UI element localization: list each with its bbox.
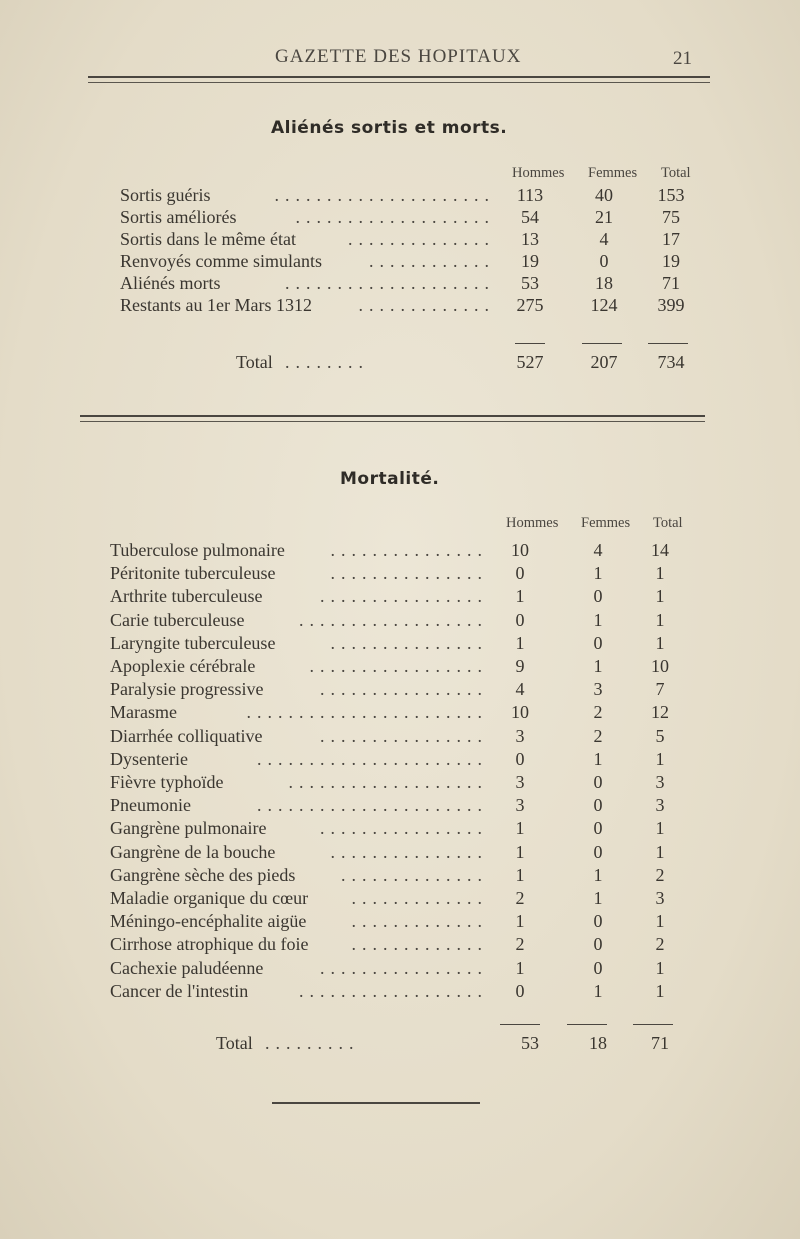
leader-dots: .................. [299, 609, 488, 630]
row-hommes: 2 [515, 888, 525, 908]
header-rule-thin [88, 82, 710, 83]
row-femmes: 0 [593, 911, 603, 932]
row-hommes: 10 [511, 702, 529, 723]
row-label: Maladie organique du cœur [110, 888, 309, 908]
row-femmes: 4 [599, 229, 609, 249]
row-total: 1 [655, 841, 665, 862]
leader-dots: ............... [330, 841, 488, 862]
row-total: 14 [651, 540, 669, 560]
mortalite-col-hommes: Hommes [506, 515, 559, 531]
row-label: Aliénés morts [120, 273, 221, 293]
leader-dots: ...................... [257, 795, 488, 816]
end-rule [272, 1102, 480, 1104]
row-hommes: 0 [515, 748, 525, 769]
leader-dots: ............... [330, 563, 488, 584]
alienes-row [0, 229, 800, 251]
row-total: 1 [655, 609, 665, 630]
mortalite-row [0, 749, 800, 771]
row-hommes: 0 [515, 980, 525, 1001]
leader-dots: ................ [320, 957, 488, 978]
row-hommes: 3 [515, 795, 525, 816]
row-hommes: 2 [515, 934, 525, 955]
mortalite-row [0, 610, 800, 632]
mortalite-row [0, 865, 800, 887]
mortalite-row [0, 772, 800, 794]
row-femmes: 1 [593, 609, 603, 630]
alienes-row [0, 273, 800, 295]
row-label: Sortis guéris [120, 185, 211, 205]
row-femmes: 0 [593, 841, 603, 862]
alienes-row [0, 207, 800, 229]
alienes-col-total: Total [661, 165, 691, 181]
leader-dots: ................ [320, 725, 488, 746]
leader-dots: ............... [330, 540, 488, 560]
row-label: Laryngite tuberculeuse [110, 632, 276, 653]
row-label: Paralysie progressive [110, 679, 264, 700]
row-total: 153 [657, 185, 685, 205]
row-hommes: 0 [515, 609, 525, 630]
row-femmes: 1 [593, 864, 603, 885]
row-label: Gangrène sèche des pieds [110, 864, 296, 885]
mortalite-sum-line [500, 1024, 540, 1025]
mortalite-row [0, 795, 800, 817]
leader-dots: ..................... [274, 185, 495, 205]
row-label: Fièvre typhoïde [110, 772, 224, 792]
row-label: Dysenterie [110, 748, 188, 769]
leader-dots: ............ [369, 251, 495, 271]
leader-dots: .............. [348, 229, 495, 249]
total-label: Total [216, 1033, 253, 1053]
row-hommes: 1 [515, 957, 525, 978]
mortalite-row [0, 888, 800, 910]
leader-dots: ................ [320, 586, 488, 607]
mortalite-row [0, 818, 800, 840]
mortalite-row [0, 934, 800, 956]
row-femmes: 1 [593, 888, 603, 908]
total-total: 71 [651, 1033, 669, 1053]
row-label: Sortis améliorés [120, 207, 237, 227]
alienes-total-row [0, 352, 800, 374]
row-total: 10 [651, 656, 669, 676]
leader-dots: .................. [299, 980, 488, 1001]
leader-dots: .................... [285, 273, 495, 293]
mortalite-row [0, 726, 800, 748]
row-femmes: 0 [593, 934, 603, 955]
row-label: Péritonite tuberculeuse [110, 563, 276, 584]
row-total: 1 [655, 957, 665, 978]
row-hommes: 10 [511, 540, 529, 560]
row-label: Marasme [110, 702, 177, 723]
mortalite-row [0, 911, 800, 933]
row-hommes: 53 [521, 273, 539, 293]
row-label: Carie tuberculeuse [110, 609, 245, 630]
row-femmes: 0 [593, 586, 603, 607]
alienes-row [0, 295, 800, 317]
leader-dots: .............. [341, 864, 488, 885]
row-total: 12 [651, 702, 669, 723]
leader-dots: ............. [351, 934, 488, 955]
row-femmes: 3 [593, 679, 603, 700]
row-label: Restants au 1er Mars 1312 [120, 295, 312, 315]
row-hommes: 1 [515, 586, 525, 607]
row-total: 19 [662, 251, 680, 271]
row-femmes: 21 [595, 207, 613, 227]
row-label: Méningo-encéphalite aigüe [110, 911, 307, 932]
mortalite-row [0, 586, 800, 608]
mortalite-sum-line [567, 1024, 607, 1025]
leader-dots: ...................... [257, 748, 488, 769]
leader-dots: ................ [320, 818, 488, 839]
mortalite-row [0, 702, 800, 724]
row-hommes: 0 [515, 563, 525, 584]
row-total: 1 [655, 980, 665, 1001]
row-total: 3 [655, 795, 665, 816]
alienes-section-title: Aliénés sortis et morts. [271, 118, 508, 138]
row-femmes: 0 [599, 251, 609, 271]
row-hommes: 1 [515, 864, 525, 885]
total-hommes: 53 [521, 1033, 539, 1053]
total-label: Total [236, 352, 273, 372]
leader-dots: ......... [265, 1033, 360, 1053]
leader-dots: ........ [285, 352, 369, 372]
row-total: 3 [655, 888, 665, 908]
alienes-sum-line [648, 343, 688, 344]
row-label: Diarrhée colliquative [110, 725, 263, 746]
alienes-col-hommes: Hommes [512, 165, 565, 181]
row-total: 7 [655, 679, 665, 700]
row-hommes: 13 [521, 229, 539, 249]
leader-dots: ............. [358, 295, 495, 315]
row-femmes: 2 [593, 725, 603, 746]
row-total: 3 [655, 772, 665, 792]
row-label: Cachexie paludéenne [110, 957, 264, 978]
mortalite-row [0, 540, 800, 562]
row-femmes: 18 [595, 273, 613, 293]
mortalite-row [0, 633, 800, 655]
row-femmes: 1 [593, 563, 603, 584]
mortalite-row [0, 563, 800, 585]
row-femmes: 0 [593, 632, 603, 653]
row-hommes: 19 [521, 251, 539, 271]
section-divider-thin [80, 421, 705, 422]
row-total: 399 [657, 295, 685, 315]
row-total: 1 [655, 818, 665, 839]
row-hommes: 1 [515, 911, 525, 932]
row-femmes: 0 [593, 818, 603, 839]
leader-dots: ....................... [246, 702, 488, 723]
row-label: Renvoyés comme simulants [120, 251, 322, 271]
leader-dots: ................... [295, 207, 495, 227]
row-femmes: 40 [595, 185, 613, 205]
row-femmes: 0 [593, 957, 603, 978]
row-total: 1 [655, 632, 665, 653]
row-femmes: 2 [593, 702, 603, 723]
row-label: Pneumonie [110, 795, 191, 816]
row-femmes: 1 [593, 656, 603, 676]
row-total: 1 [655, 748, 665, 769]
row-total: 1 [655, 563, 665, 584]
row-total: 71 [662, 273, 680, 293]
alienes-row [0, 251, 800, 273]
row-femmes: 124 [590, 295, 618, 315]
row-hommes: 54 [521, 207, 539, 227]
row-femmes: 0 [593, 772, 603, 792]
leader-dots: ................. [309, 656, 488, 676]
row-hommes: 4 [515, 679, 525, 700]
page-header [0, 46, 800, 70]
mortalite-row [0, 679, 800, 701]
row-hommes: 1 [515, 841, 525, 862]
row-hommes: 1 [515, 632, 525, 653]
page-number: 21 [673, 48, 692, 69]
leader-dots: ............. [351, 911, 488, 932]
mortalite-row [0, 656, 800, 678]
row-label: Arthrite tuberculeuse [110, 586, 263, 607]
row-femmes: 0 [593, 795, 603, 816]
alienes-sum-line [582, 343, 622, 344]
row-femmes: 1 [593, 748, 603, 769]
leader-dots: ................ [320, 679, 488, 700]
leader-dots: ................... [288, 772, 488, 792]
total-hommes: 527 [516, 352, 544, 372]
mortalite-row [0, 958, 800, 980]
row-label: Gangrène de la bouche [110, 841, 276, 862]
row-hommes: 3 [515, 725, 525, 746]
row-total: 5 [655, 725, 665, 746]
row-hommes: 3 [515, 772, 525, 792]
row-label: Cirrhose atrophique du foie [110, 934, 309, 955]
header-rule [88, 76, 710, 78]
mortalite-col-femmes: Femmes [581, 515, 631, 531]
leader-dots: ............... [330, 632, 488, 653]
row-total: 75 [662, 207, 680, 227]
mortalite-section-title: Mortalité. [340, 469, 440, 489]
row-label: Apoplexie cérébrale [110, 656, 256, 676]
total-total: 734 [657, 352, 685, 372]
total-femmes: 18 [589, 1033, 607, 1053]
row-label: Tuberculose pulmonaire [110, 540, 285, 560]
row-total: 1 [655, 586, 665, 607]
row-label: Gangrène pulmonaire [110, 818, 267, 839]
total-femmes: 207 [590, 352, 618, 372]
alienes-col-femmes: Femmes [588, 165, 638, 181]
row-total: 1 [655, 911, 665, 932]
mortalite-total-row [0, 1033, 800, 1055]
row-label: Cancer de l'intestin [110, 980, 249, 1001]
mortalite-sum-line [633, 1024, 673, 1025]
row-total: 17 [662, 229, 680, 249]
mortalite-row [0, 981, 800, 1003]
mortalite-row [0, 842, 800, 864]
row-total: 2 [655, 864, 665, 885]
section-divider [80, 415, 705, 417]
row-total: 2 [655, 934, 665, 955]
leader-dots: ............. [351, 888, 488, 908]
row-femmes: 1 [593, 980, 603, 1001]
alienes-row [0, 185, 800, 207]
journal-title: GAZETTE DES HOPITAUX [275, 46, 522, 67]
row-label: Sortis dans le même état [120, 229, 296, 249]
alienes-sum-line [515, 343, 545, 344]
row-hommes: 1 [515, 818, 525, 839]
row-hommes: 275 [516, 295, 544, 315]
row-femmes: 4 [593, 540, 603, 560]
row-hommes: 113 [516, 185, 544, 205]
mortalite-col-total: Total [653, 515, 683, 531]
row-hommes: 9 [515, 656, 525, 676]
